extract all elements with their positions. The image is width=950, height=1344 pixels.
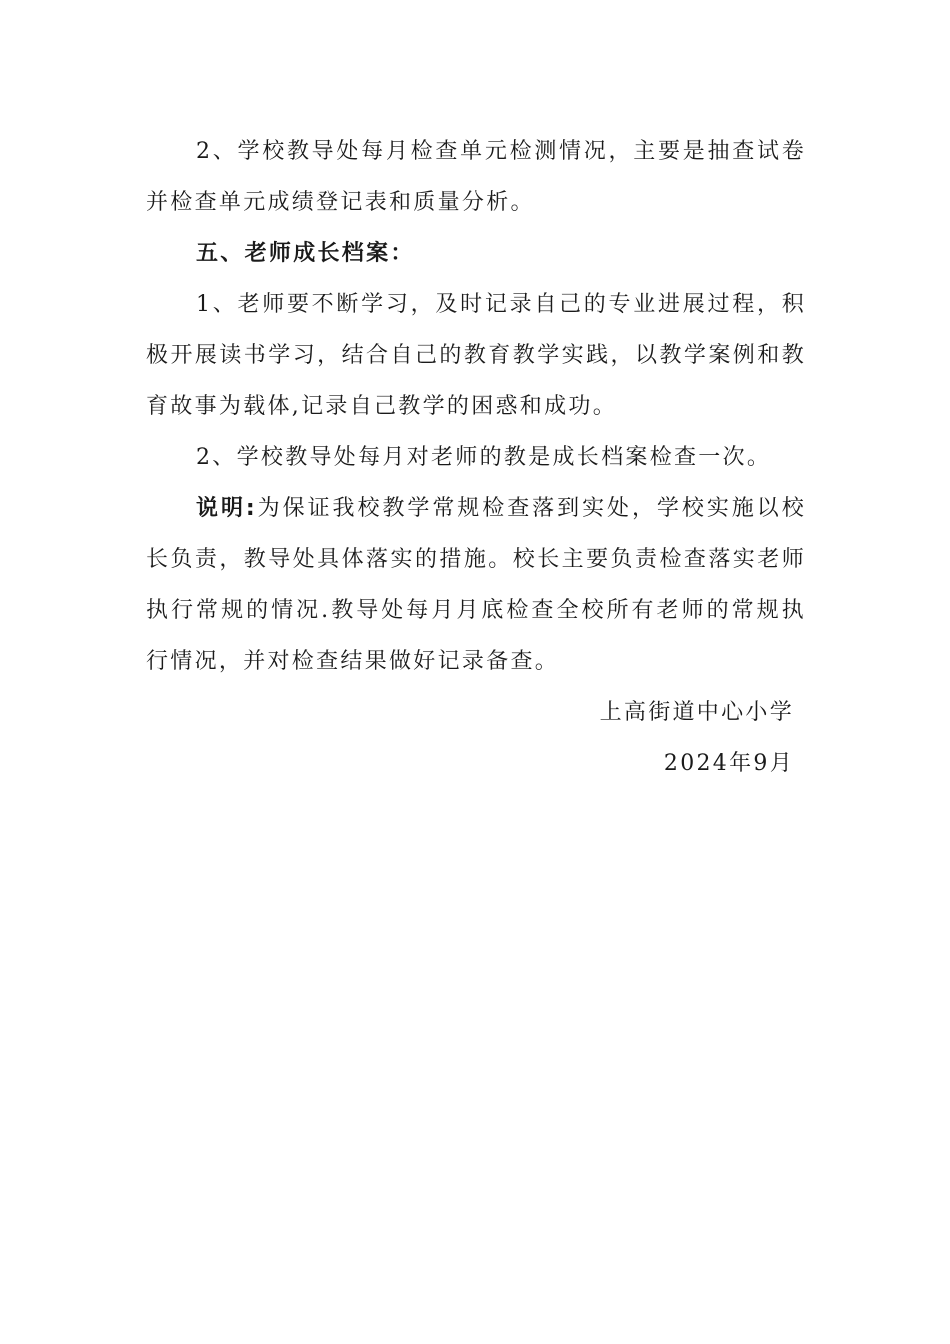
document-page — [146, 126, 806, 789]
section-heading-teacher-growth-archive: 五、老师成长档案： — [196, 241, 415, 266]
paragraph-archive-check: 2、学校教导处每月对老师的教是成长档案检查一次。 — [196, 445, 772, 470]
signature-organization: 上高街道中心小学 — [599, 700, 794, 725]
paragraph-unit-test-check: 2、学校教导处每月检查单元检测情况，主要是抽查试卷并检查单元成绩登记表和质量分析。 — [146, 139, 806, 215]
paragraph-note — [146, 483, 806, 687]
signature-date: 2024年9月 — [663, 751, 794, 776]
note-label: 说明: — [196, 496, 258, 521]
note-text: 为保证我校教学常规检查落到实处，学校实施以校长负责，教导处具体落实的措施。校长主要负责检查落实老师执行常规的情况.教导处每月月底检查全校所有老师的常规执行情况，并对检查结果做好记录备查。 — [146, 496, 806, 674]
paragraph-teacher-learning: 1、老师要不断学习，及时记录自己的专业进展过程，积极开展读书学习，结合自己的教育教学实践，以教学案例和教育故事为载体,记录自己教学的困惑和成功。 — [146, 292, 806, 419]
